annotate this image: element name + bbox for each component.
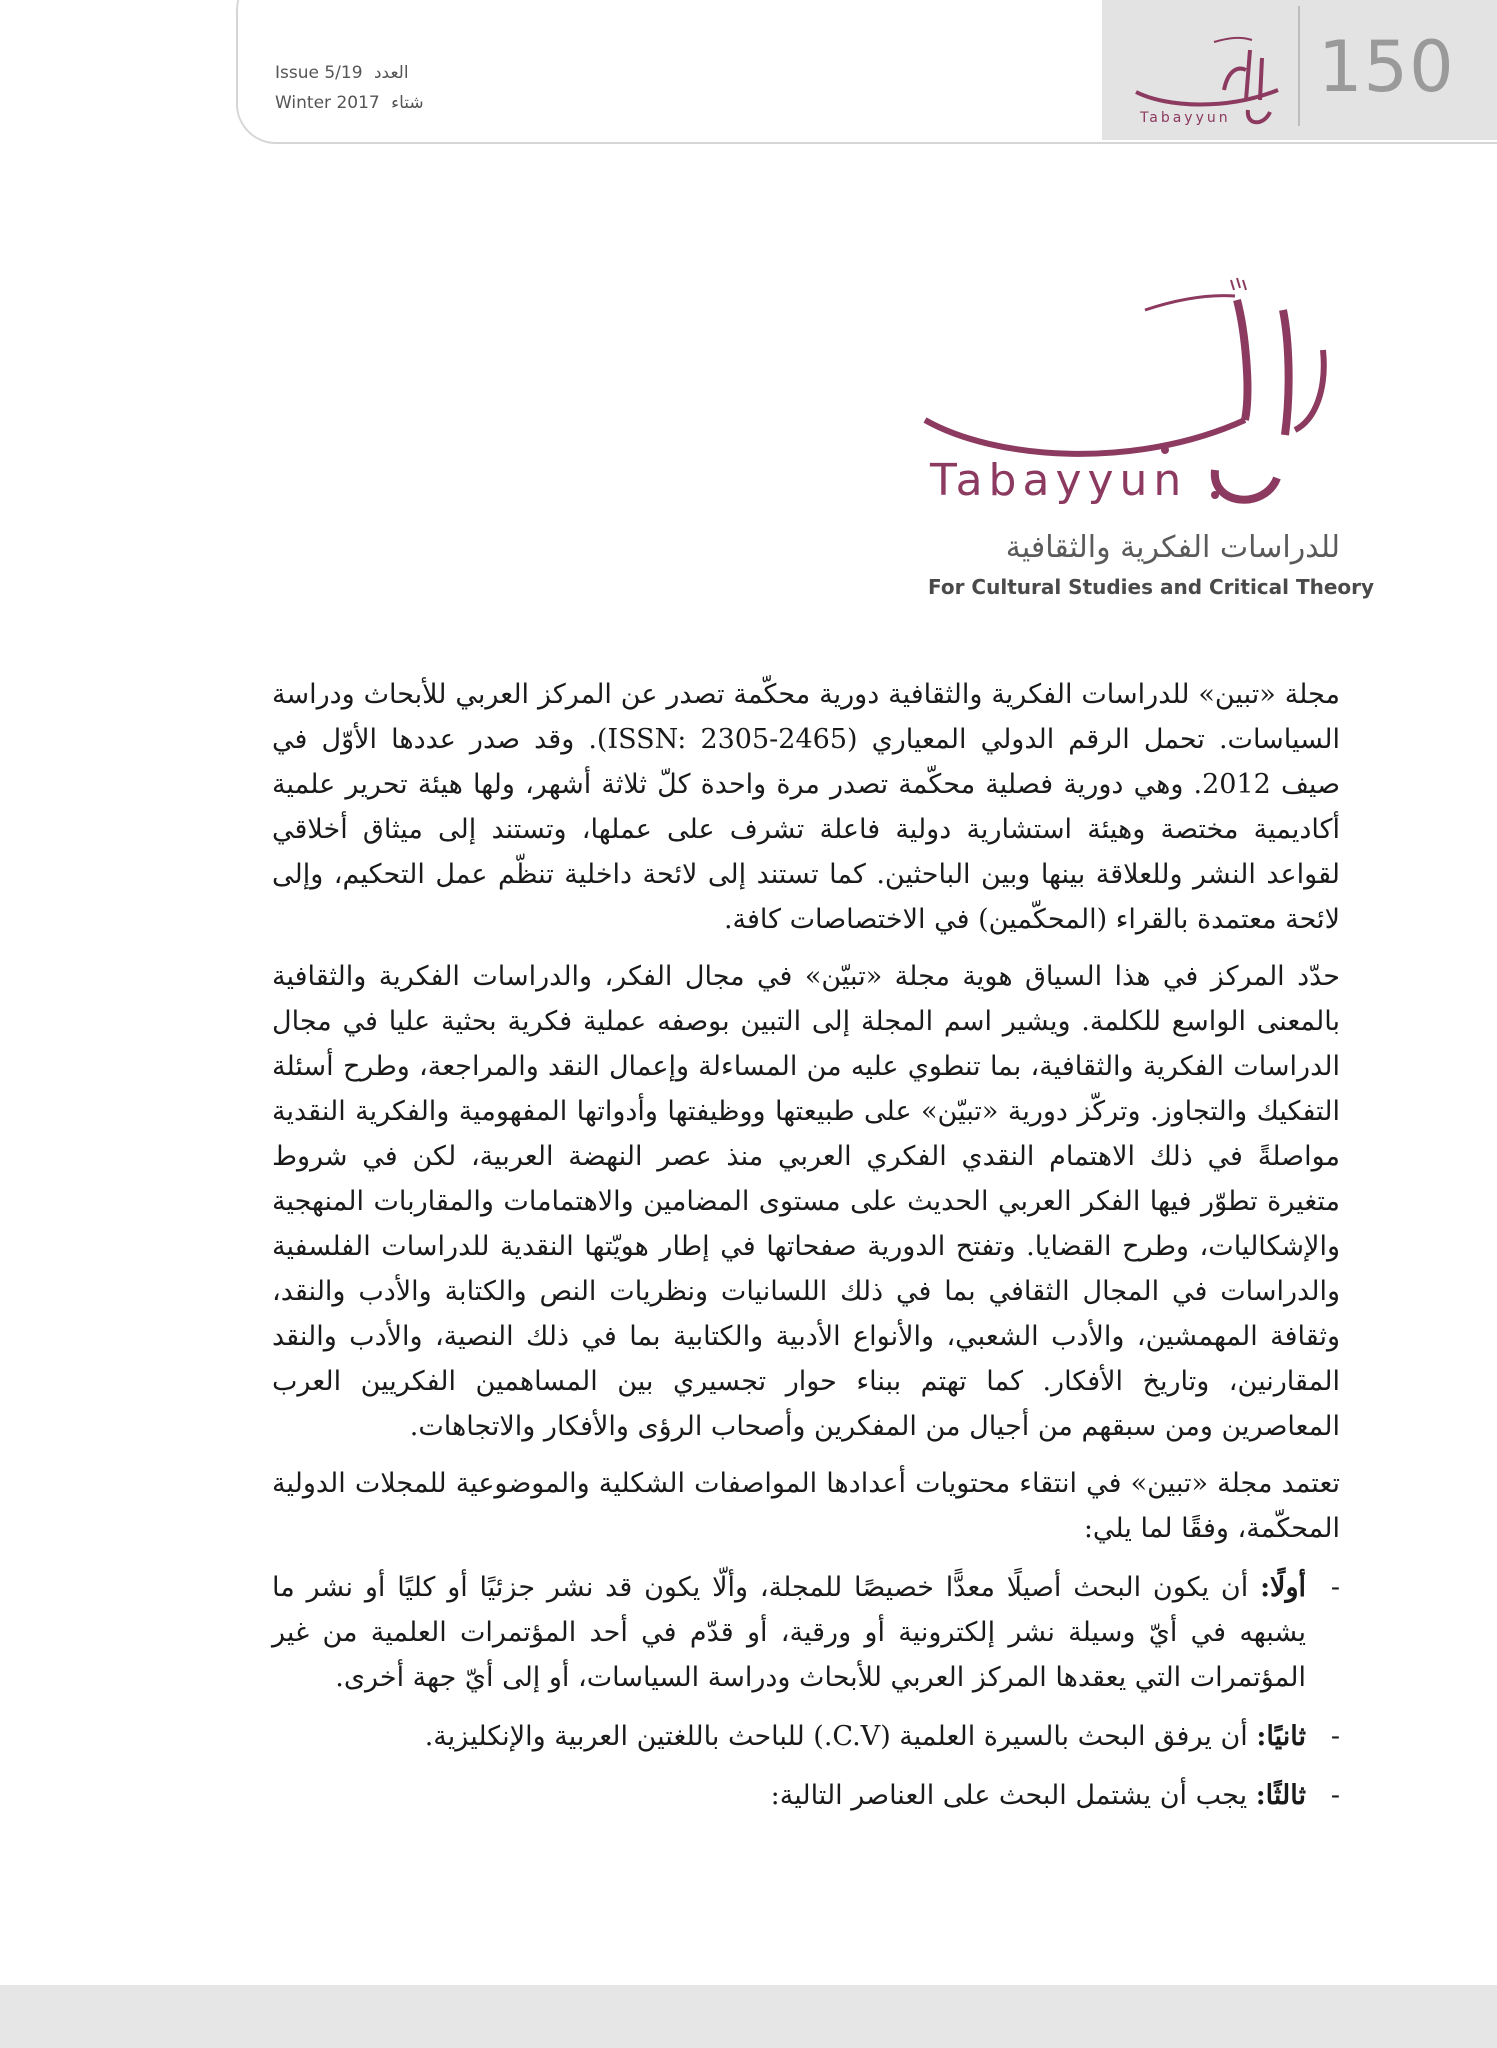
list-item <box>272 1714 1340 1759</box>
logo-latin: Tabayyun <box>930 455 1188 506</box>
list-dash: - <box>1330 1721 1340 1752</box>
issue-en: Issue 5/19 <box>275 63 363 83</box>
list-dash: - <box>1330 1572 1340 1603</box>
page-number: 150 <box>1318 26 1455 108</box>
list-dash: - <box>1330 1780 1340 1811</box>
header-logo-icon <box>1128 30 1288 130</box>
footer-band <box>0 1985 1497 2048</box>
requirements-list <box>272 1565 1340 1818</box>
list-item <box>272 1565 1340 1700</box>
issue-block <box>275 58 424 118</box>
season-ar: شتاء <box>391 93 424 113</box>
header-logo-latin: Tabayyun <box>1140 110 1231 126</box>
paragraph-2: حدّد المركز في هذا السياق هوية مجلة «تبيّن» في مجال الفكر، والدراسات الفكرية والثقافية بالمعنى الواسع للكلمة. ويشير اسم المجلة إلى التبين بوصفه عملية فكرية بحثية عليا في مجال الدراسات الفكرية والثقافية، بما تنطوي عليه من المساءلة وإعمال النقد والمراجعة، وطرح أسئلة التفكيك والتجاوز. وتركّز دورية «تبيّن» على طبيعتها ووظيفتها وأدواتها المفهومية والفكرية النقدية مواصلةً في ذلك الاهتمام النقدي الفكري العربي منذ عصر النهضة العربية، لكن في شروط متغيرة تطوّر فيها الفكر العربي الحديث على مستوى المضامين والاهتمامات والمقاربات المنهجية والإشكاليات، وطرح القضايا. وتفتح الدورية صفحاتها في إطار هويّتها النقدية للدراسات الفلسفية والدراسات في المجال الثقافي بما في ذلك اللسانيات ونظريات النص والكتابة والأدب والنقد، وثقافة المهمشين، والأدب الشعبي، والأنواع الأدبية والكتابية بما في ذلك النصية، والأدب والنقد المقارنين، وتاريخ الأفكار. كما تهتم ببناء حوار تجسيري بين المساهمين الفكريين العرب المعاصرين ومن سبقهم من أجيال من المفكرين وأصحاب الرؤى والأفكار والاتجاهات. <box>272 961 1340 1442</box>
issue-ar: العدد <box>373 63 409 83</box>
paragraph-3: تعتمد مجلة «تبين» في انتقاء محتويات أعدادها المواصفات الشكلية والموضوعية للمجلات الدولية المحكّمة، وفقًا لما يلي: <box>272 1468 1340 1544</box>
list-item-lead: ثالثًا: <box>1255 1780 1306 1811</box>
season-en: Winter 2017 <box>275 93 380 113</box>
list-item-lead: ثانيًا: <box>1256 1721 1306 1752</box>
article-body <box>272 672 1340 1832</box>
list-item <box>272 1773 1340 1818</box>
paragraph-1: مجلة «تبين» للدراسات الفكرية والثقافية دورية محكّمة تصدر عن المركز العربي للأبحاث ودراسة السياسات. تحمل الرقم الدولي المعياري (ISSN: 2305-2465). وقد صدر عددها الأوّل في صيف 2012. وهي دورية فصلية محكّمة تصدر مرة واحدة كلّ ثلاثة أشهر، ولها هيئة تحرير علمية أكاديمية مختصة وهيئة استشارية دولية فاعلة تشرف على عملها، وتستند إلى ميثاق أخلاقي لقواعد النشر وللعلاقة بينها وبين الباحثين. كما تستند إلى لائحة داخلية تنظّم عمل التحكيم، وإلى لائحة معتمدة بالقراء (المحكّمين) في الاختصاصات كافة. <box>272 679 1341 935</box>
logo-tagline-en: For Cultural Studies and Critical Theory <box>928 575 1375 599</box>
list-item-text: يجب أن يشتمل البحث على العناصر التالية: <box>770 1780 1248 1811</box>
list-item-lead: أولًا: <box>1260 1572 1306 1603</box>
logo-tagline-ar: للدراسات الفكرية والثقافية <box>1005 530 1340 565</box>
header-divider <box>1298 6 1300 126</box>
list-item-text: أن يرفق البحث بالسيرة العلمية (C.V.) للباحث باللغتين العربية والإنكليزية. <box>424 1721 1248 1752</box>
list-item-text: أن يكون البحث أصيلًا معدًّا خصيصًا للمجلة، وألّا يكون قد نشر جزئيًا أو كليًا أو نشر ما يشبهه في أيّ وسيلة نشر إلكترونية أو ورقية، أو قدّم في أحد المؤتمرات العلمية من غير المؤتمرات التي يعقدها المركز العربي للأبحاث ودراسة السياسات، أو إلى أيّ جهة أخرى. <box>272 1572 1306 1693</box>
